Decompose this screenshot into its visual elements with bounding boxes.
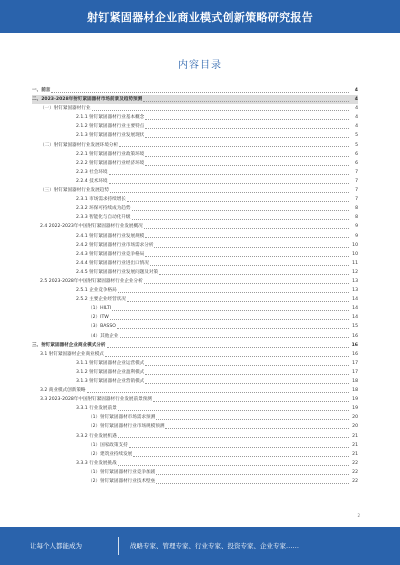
- toc-entry-page: 9: [355, 224, 358, 230]
- toc-entry[interactable]: [32, 150, 358, 159]
- toc-entry-label: （2）建筑业持续发展: [88, 451, 133, 457]
- toc-entry[interactable]: [32, 450, 358, 459]
- toc-entry-page: 7: [355, 197, 358, 203]
- toc-entry[interactable]: [32, 250, 358, 259]
- toc-entry-page: 18: [352, 379, 358, 384]
- toc-entry-page: 5: [355, 133, 358, 139]
- toc-entry-label: 3.1.1 射钉紧固器材企业运营模式: [76, 360, 145, 366]
- toc-entry-page: 16: [351, 342, 358, 348]
- toc-entry-page: 7: [355, 188, 358, 194]
- toc-entry-page: 16: [352, 351, 358, 357]
- toc-dot-leader: [120, 336, 350, 338]
- table-of-contents: [32, 86, 358, 486]
- toc-dot-leader: [127, 200, 349, 202]
- toc-entry-label: （3）BASSO: [88, 324, 116, 330]
- toc-dot-leader: [143, 100, 349, 102]
- toc-entry-label: （1）射钉紧固器材市场需求预测: [88, 415, 156, 421]
- toc-entry-label: （2）ITW: [88, 315, 109, 321]
- toc-entry-label: 2.4.2 射钉紧固器材行业市场需求分析: [76, 242, 154, 248]
- toc-entry[interactable]: [32, 322, 358, 331]
- toc-entry-label: 2.5 2023-2028年中国射钉紧固器材行业企业分析: [40, 278, 143, 284]
- toc-entry-label: 2.1.3 射钉紧固器材行业发展现状: [76, 133, 145, 139]
- toc-entry[interactable]: [32, 286, 358, 295]
- toc-dot-leader: [156, 482, 349, 484]
- toc-dot-leader: [144, 227, 349, 229]
- toc-entry[interactable]: [32, 177, 358, 186]
- toc-entry[interactable]: [32, 104, 358, 113]
- toc-entry[interactable]: [32, 413, 358, 422]
- toc-dot-leader: [109, 173, 349, 175]
- toc-entry[interactable]: [32, 159, 358, 168]
- toc-entry-page: 7: [355, 169, 358, 175]
- toc-dot-leader: [118, 291, 349, 293]
- toc-entry-label: 2.4.4 射钉紧固器材行业进出口情况: [76, 260, 149, 266]
- toc-entry-label: 2.3.1 市场需求持续增长: [76, 197, 126, 203]
- toc-entry-page: 4: [355, 115, 358, 121]
- toc-dot-leader: [118, 409, 349, 411]
- report-header: [0, 0, 400, 33]
- toc-entry-label: 3.3.1 行业发展前景: [76, 406, 117, 412]
- toc-dot-leader: [156, 418, 349, 420]
- toc-entry-page: 22: [352, 479, 358, 485]
- toc-entry-page: 10: [352, 242, 358, 248]
- toc-dot-leader: [150, 264, 349, 266]
- toc-entry[interactable]: [32, 404, 358, 413]
- toc-entry-label: （2）射钉紧固器材行业市场规模预测: [88, 424, 165, 430]
- toc-entry-label: （2）射钉紧固器材行业技术壁垒: [88, 479, 156, 485]
- toc-dot-leader: [145, 382, 349, 384]
- toc-entry[interactable]: [32, 359, 358, 368]
- toc-entry[interactable]: [32, 332, 358, 341]
- toc-entry-label: （1）HILTI: [88, 306, 112, 312]
- toc-entry-page: 14: [352, 315, 358, 321]
- toc-entry[interactable]: [32, 277, 358, 286]
- toc-entry-label: 2.2.3 社会环境: [76, 169, 108, 175]
- toc-entry-label: 3.1.3 射钉紧固器材企业营销模式: [76, 379, 145, 384]
- page-number: 2: [357, 513, 360, 518]
- toc-dot-leader: [156, 473, 349, 475]
- toc-entry[interactable]: [32, 232, 358, 241]
- toc-entry-page: 18: [352, 388, 358, 394]
- toc-entry-label: 2.2.2 射钉紧固器材行业经济环境: [76, 160, 145, 166]
- toc-entry-page: 10: [352, 251, 358, 257]
- toc-dot-leader: [107, 346, 349, 348]
- toc-entry[interactable]: [32, 86, 358, 95]
- toc-entry-label: （二）射钉紧固器材行业发展环境分析: [40, 142, 119, 148]
- toc-entry-label: 3.2 商业模式创新策略: [40, 388, 86, 394]
- toc-entry-page: 11: [352, 260, 358, 266]
- toc-entry-label: 2.4.5 射钉紧固器材行业发展问题及对策: [76, 269, 159, 275]
- toc-entry-label: 二、2023-2028年射钉紧固器材市场前景及趋势预测: [32, 97, 143, 103]
- toc-entry-label: 一、前言: [32, 88, 51, 93]
- toc-dot-leader: [145, 164, 349, 166]
- toc-dot-leader: [145, 255, 349, 257]
- toc-entry-page: 5: [355, 142, 358, 148]
- toc-dot-leader: [51, 91, 349, 93]
- toc-entry-label: （一）射钉紧固器材行业: [40, 106, 91, 112]
- toc-entry-page: 13: [352, 288, 358, 294]
- footer-divider: [118, 537, 119, 555]
- toc-entry[interactable]: [32, 304, 358, 313]
- toc-entry[interactable]: [32, 122, 358, 131]
- toc-dot-leader: [159, 273, 349, 275]
- toc-dot-leader: [118, 464, 349, 466]
- toc-entry[interactable]: [32, 350, 358, 359]
- toc-entry-page: 14: [352, 297, 358, 303]
- toc-entry[interactable]: [32, 295, 358, 304]
- toc-dot-leader: [145, 136, 349, 138]
- toc-entry-page: 8: [355, 206, 358, 212]
- toc-entry-label: （1）国家政策支持: [88, 442, 128, 448]
- report-footer: [0, 527, 400, 565]
- toc-entry-label: （4）其他企业: [88, 333, 119, 339]
- toc-entry[interactable]: [32, 477, 358, 486]
- toc-dot-leader: [119, 145, 349, 147]
- toc-entry-page: 7: [355, 178, 358, 184]
- toc-entry-label: 2.3.2 环保可持续成为趋势: [76, 206, 131, 212]
- toc-entry[interactable]: [32, 386, 358, 395]
- toc-entry-page: 21: [352, 442, 358, 448]
- toc-entry[interactable]: [32, 368, 358, 377]
- toc-dot-leader: [145, 155, 349, 157]
- toc-entry-page: 20: [352, 424, 358, 430]
- toc-entry-page: 19: [352, 397, 358, 403]
- toc-dot-leader: [105, 355, 349, 357]
- toc-entry[interactable]: [32, 459, 358, 468]
- toc-entry-page: 21: [352, 433, 358, 439]
- toc-entry-label: 2.5.1 企业竞争格局: [76, 288, 117, 294]
- toc-entry-page: 14: [352, 306, 358, 312]
- toc-entry[interactable]: [32, 113, 358, 122]
- toc-entry-label: 2.4 2022-2023年中国射钉紧固器材行业发展概况: [40, 224, 143, 230]
- toc-entry-label: 2.1.2 射钉紧固器材行业主要特点: [76, 124, 145, 130]
- toc-entry[interactable]: [32, 432, 358, 441]
- toc-entry[interactable]: [32, 313, 358, 322]
- toc-entry[interactable]: [32, 468, 358, 477]
- toc-entry[interactable]: [32, 168, 358, 177]
- toc-entry[interactable]: [32, 341, 358, 350]
- toc-dot-leader: [145, 364, 349, 366]
- toc-dot-leader: [129, 446, 349, 448]
- toc-entry-page: 8: [355, 215, 358, 221]
- toc-entry-page: 20: [352, 415, 358, 421]
- toc-dot-leader: [112, 309, 349, 311]
- toc-entry-label: 3.3.3 行业发展挑战: [76, 460, 117, 466]
- toc-entry-page: 4: [354, 88, 358, 93]
- toc-entry-page: 6: [355, 160, 358, 166]
- toc-dot-leader: [87, 391, 349, 393]
- toc-dot-leader: [153, 400, 349, 402]
- toc-entry-page: 12: [352, 269, 358, 275]
- toc-entry[interactable]: [32, 422, 358, 431]
- toc-entry-page: 17: [352, 369, 358, 375]
- toc-entry-label: （1）射钉紧固器材行业竞争加剧: [88, 469, 156, 475]
- toc-entry[interactable]: [32, 186, 358, 195]
- toc-entry-page: 16: [352, 333, 358, 339]
- toc-entry[interactable]: [32, 204, 358, 213]
- toc-entry[interactable]: [32, 131, 358, 140]
- toc-entry-label: 2.5.2 主要企业经营状况: [76, 297, 126, 303]
- toc-entry-page: 4: [354, 97, 358, 103]
- toc-entry-label: 三、射钉紧固器材企业商业模式分析: [32, 342, 106, 348]
- toc-dot-leader: [165, 427, 349, 429]
- toc-dot-leader: [145, 236, 349, 238]
- toc-entry-label: （三）射钉紧固器材行业发展趋势: [40, 188, 109, 194]
- toc-entry-page: 15: [352, 324, 358, 330]
- toc-entry[interactable]: [32, 268, 358, 277]
- toc-dot-leader: [132, 209, 350, 211]
- footer-tagline: 战略专家、管理专家、行业专家、投资专家、企业专家……: [130, 542, 299, 550]
- toc-dot-leader: [132, 218, 350, 220]
- toc-dot-leader: [117, 327, 349, 329]
- toc-entry[interactable]: [32, 259, 358, 268]
- toc-dot-leader: [145, 373, 349, 375]
- toc-entry[interactable]: [32, 195, 358, 204]
- toc-entry[interactable]: [32, 95, 358, 104]
- toc-entry-label: 3.1 射钉紧固器材企业商业模式: [40, 351, 104, 357]
- toc-dot-leader: [110, 318, 349, 320]
- toc-entry-page: 4: [355, 124, 358, 130]
- toc-entry-page: 9: [355, 233, 358, 239]
- toc-entry-page: 22: [352, 469, 358, 475]
- toc-dot-leader: [127, 300, 349, 302]
- toc-entry-page: 13: [352, 278, 358, 284]
- toc-entry[interactable]: [32, 241, 358, 250]
- toc-dot-leader: [154, 246, 349, 248]
- toc-entry-page: 19: [352, 406, 358, 412]
- toc-dot-leader: [109, 182, 349, 184]
- toc-entry-label: 2.2.1 射钉紧固器材行业政策环境: [76, 151, 145, 157]
- toc-dot-leader: [145, 127, 349, 129]
- toc-entry-label: 3.1.2 射钉紧固器材企业盈利模式: [76, 369, 145, 375]
- toc-entry-label: 2.2.4 技术环境: [76, 178, 108, 184]
- toc-entry-page: 21: [352, 451, 358, 457]
- toc-entry[interactable]: [32, 377, 358, 386]
- toc-entry-label: 2.1.1 射钉紧固器材行业基本概念: [76, 115, 145, 121]
- toc-entry-page: 4: [355, 106, 358, 112]
- footer-slogan: 让每个人都能成为: [30, 542, 82, 550]
- toc-entry-page: 17: [352, 360, 358, 366]
- toc-entry-label: 3.3.2 行业发展机遇: [76, 433, 117, 439]
- toc-entry[interactable]: [32, 441, 358, 450]
- toc-dot-leader: [133, 455, 349, 457]
- toc-entry-label: 2.4.1 射钉紧固器材行业发展规模: [76, 233, 145, 239]
- toc-entry[interactable]: [32, 141, 358, 150]
- toc-entry[interactable]: [32, 213, 358, 222]
- toc-dot-leader: [110, 191, 349, 193]
- toc-entry-page: 22: [352, 460, 358, 466]
- toc-dot-leader: [92, 109, 349, 111]
- report-title: 射钉紧固器材企业商业模式创新策略研究报告: [87, 10, 313, 24]
- toc-dot-leader: [144, 282, 349, 284]
- toc-title: 内容目录: [178, 60, 222, 71]
- toc-entry[interactable]: [32, 222, 358, 231]
- toc-entry-label: 3.3 2023-2028年中国射钉紧固器材行业发展前景预测: [40, 397, 152, 403]
- toc-entry-label: 2.4.3 射钉紧固器材行业竞争格局: [76, 251, 145, 257]
- toc-dot-leader: [145, 118, 349, 120]
- toc-dot-leader: [118, 436, 349, 438]
- toc-entry-page: 6: [355, 151, 358, 157]
- toc-entry-label: 2.3.3 智能化与自动化升级: [76, 215, 131, 221]
- toc-entry[interactable]: [32, 395, 358, 404]
